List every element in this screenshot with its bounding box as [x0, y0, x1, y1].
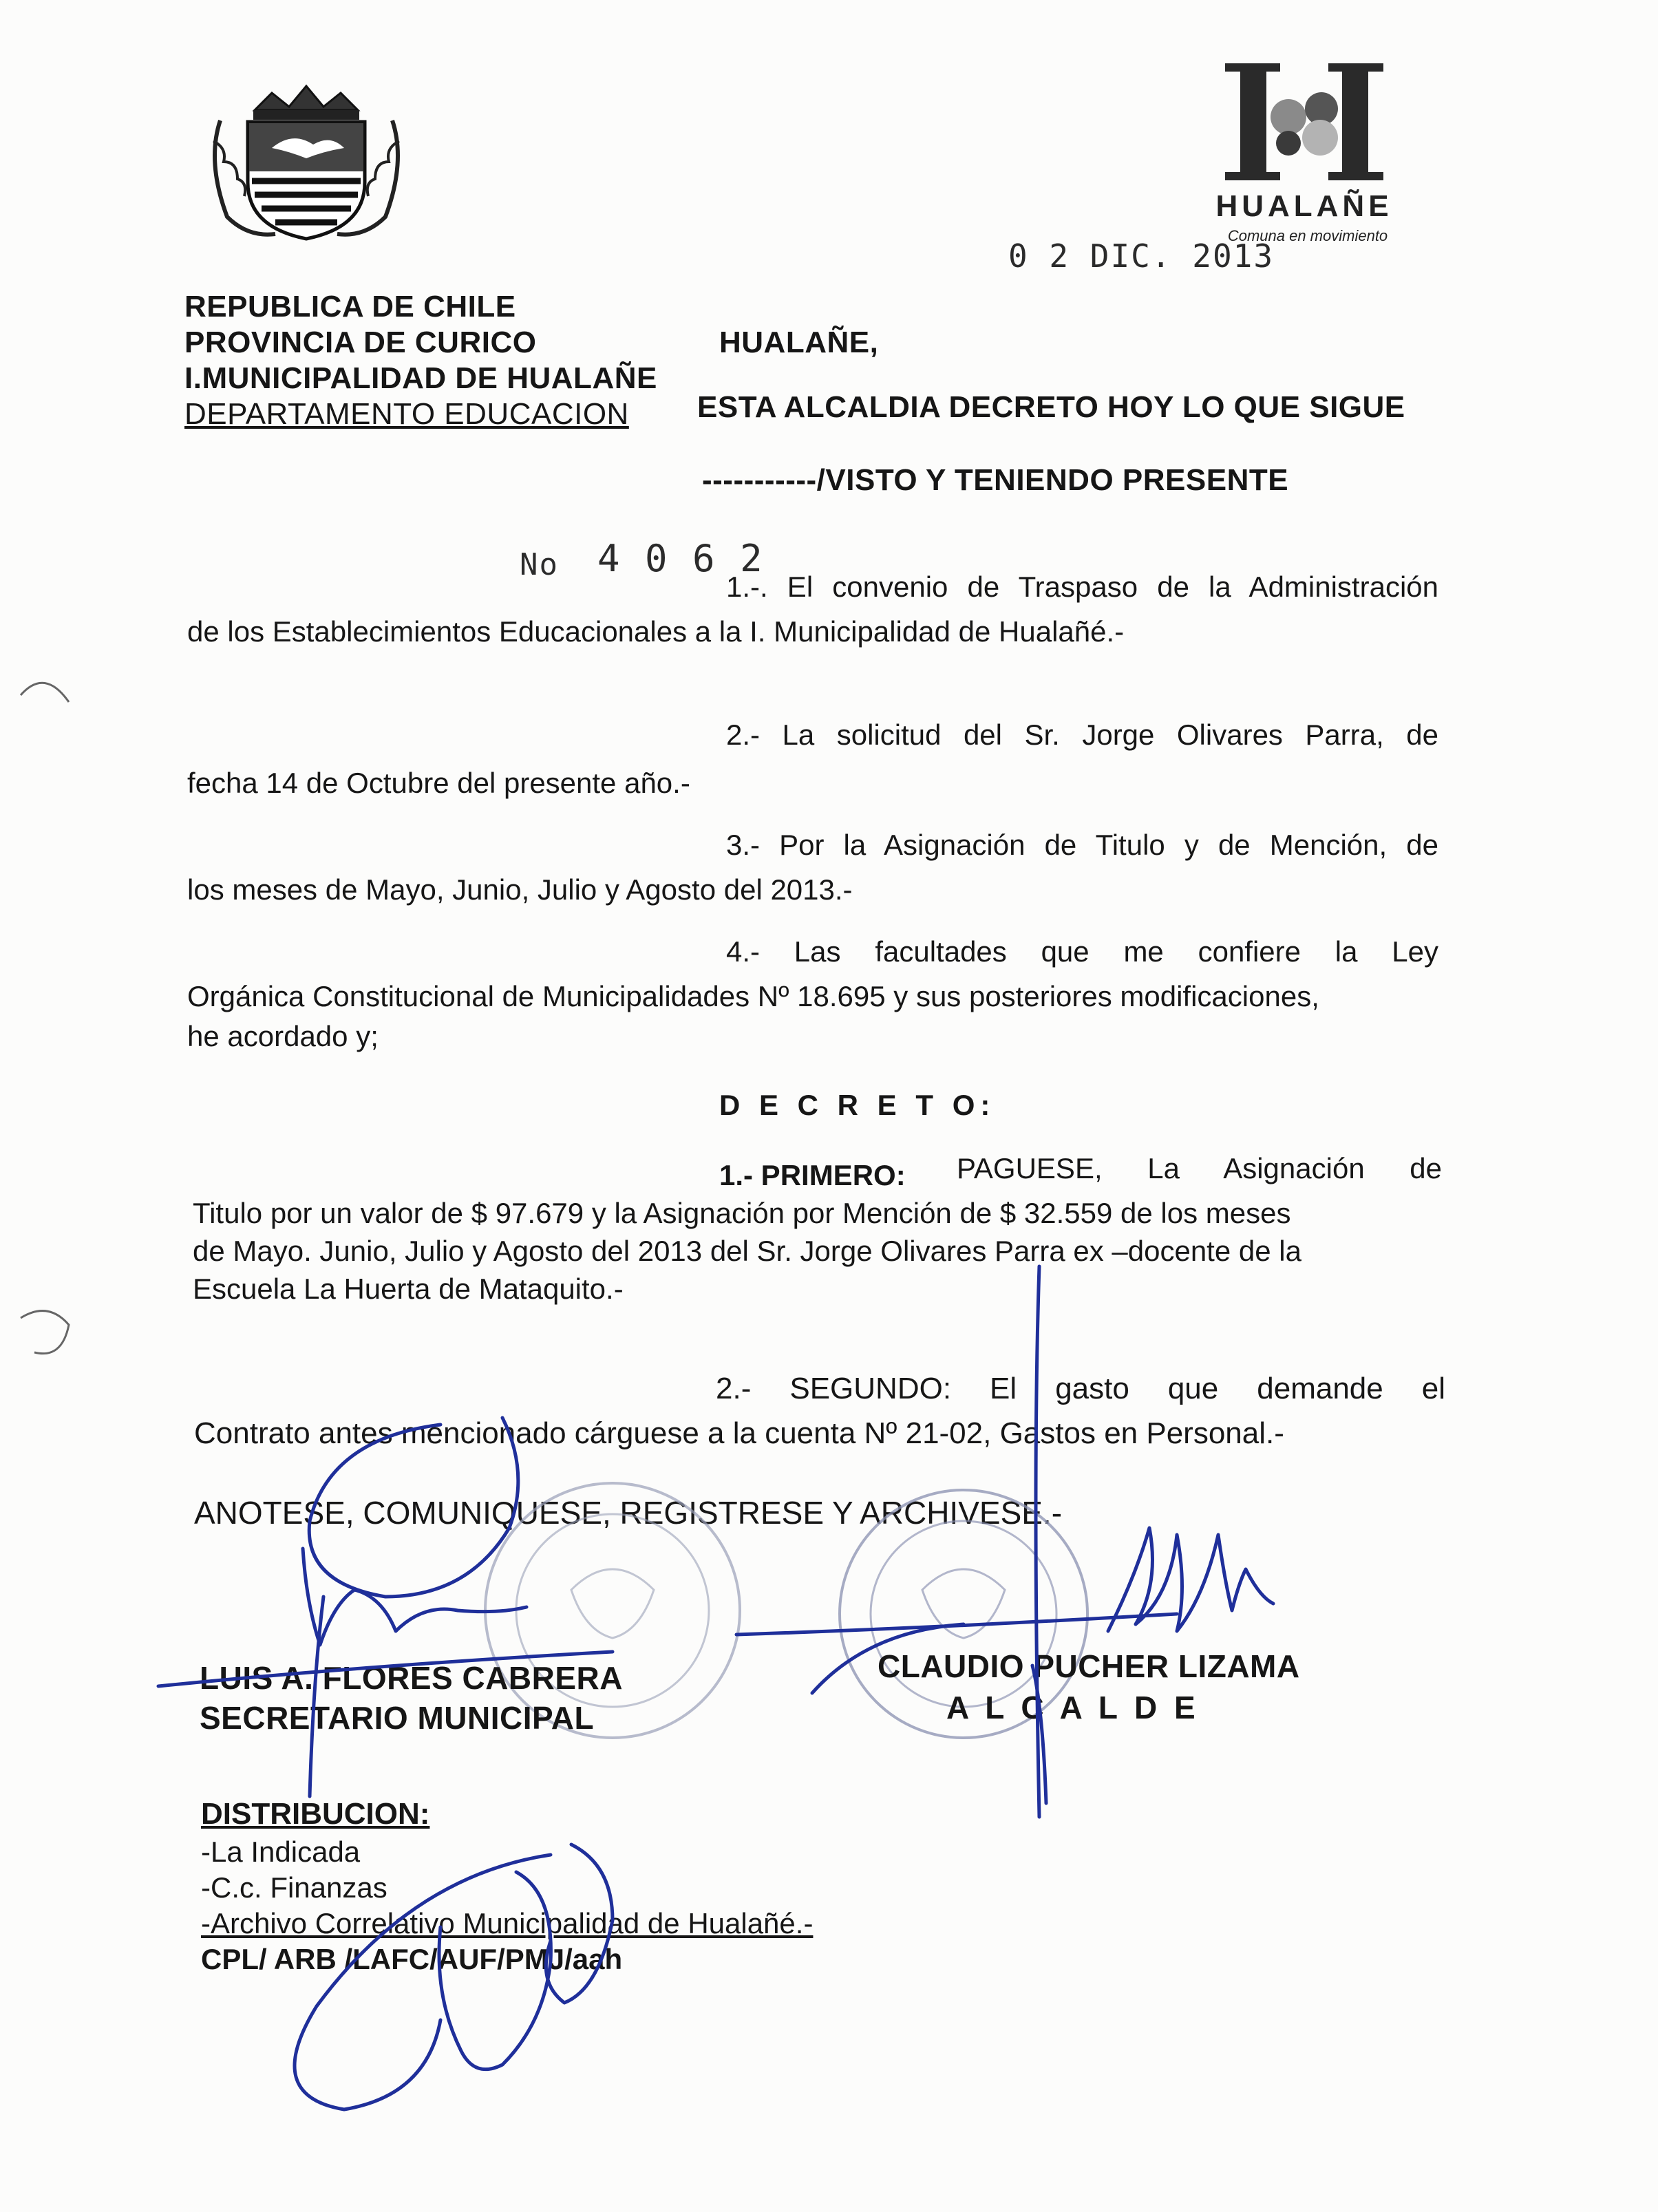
logo-tagline: Comuna en movimiento	[1227, 227, 1388, 244]
primero-line-4: Escuela La Huerta de Mataquito.-	[193, 1273, 624, 1305]
header-municipalidad: I.MUNICIPALIDAD DE HUALAÑE	[184, 361, 657, 395]
consideration-4-cont: Orgánica Constitucional de Municipalidades Nº 18.695 y sus posteriores modificaciones,	[187, 980, 1319, 1012]
header-provincia: PROVINCIA DE CURICO	[184, 326, 537, 359]
secretary-name: LUIS A. FLORES CABRERA	[200, 1660, 623, 1696]
consideration-3-first: 3.- Por la Asignación de Titulo y de Mención, de	[726, 829, 1438, 861]
distribution-heading: DISTRIBUCION:	[201, 1797, 430, 1831]
decree-intro: ESTA ALCALDIA DECRETO HOY LO QUE SIGUE	[697, 390, 1405, 424]
primero-label: 1.- PRIMERO:	[719, 1159, 906, 1191]
consideration-2-cont: fecha 14 de Octubre del presente año.-	[187, 767, 690, 799]
consideration-4-cont2: he acordado y;	[187, 1020, 379, 1052]
distribution-item-2: -C.c. Finanzas	[201, 1871, 387, 1904]
segundo-cont: Contrato antes mencionado cárguese a la cuenta Nº 21-02, Gastos en Personal.-	[194, 1416, 1284, 1450]
consideration-1-first: 1.-. El convenio de Traspaso de la Administración	[726, 571, 1438, 603]
primero-first: PAGUESE, La Asignación de	[957, 1152, 1442, 1184]
place: HUALAÑE,	[719, 326, 879, 359]
primero-line-2: Titulo por un valor de $ 97.679 y la Asignación por Mención de $ 32.559 de los meses	[193, 1197, 1291, 1229]
logo-name: HUALAÑE	[1215, 189, 1393, 223]
mayor-title: A L C A L D E	[946, 1690, 1200, 1725]
decree-number: 4 0 6 2	[597, 537, 764, 580]
closing-formula: ANOTESE, COMUNIQUESE, REGISTRESE Y ARCHIVESE.-	[194, 1495, 1063, 1531]
header-republica: REPUBLICA DE CHILE	[184, 290, 516, 323]
distribution-initials: CPL/ ARB /LAFC/AUF/PMJ/aah	[201, 1943, 623, 1975]
consideration-2-first: 2.- La solicitud del Sr. Jorge Olivares Parra, de	[726, 719, 1438, 751]
mayor-name: CLAUDIO PUCHER LIZAMA	[878, 1648, 1300, 1684]
date-stamp: 0 2 DIC. 2013	[1008, 237, 1275, 275]
decreto-heading: D E C R E T O:	[719, 1089, 996, 1121]
secretary-title: SECRETARIO MUNICIPAL	[200, 1700, 595, 1736]
segundo-first: 2.- SEGUNDO: El gasto que demande el	[716, 1372, 1445, 1405]
primero-line-3: de Mayo. Junio, Julio y Agosto del 2013 del Sr. Jorge Olivares Parra ex –docente de la	[193, 1235, 1301, 1267]
decree-number-prefix: No	[520, 547, 559, 582]
distribution-item-1: -La Indicada	[201, 1836, 361, 1868]
visto-heading: -----------/VISTO Y TENIENDO PRESENTE	[702, 463, 1289, 497]
distribution-item-3: -Archivo Correlativo Municipalidad de Hualañé.-	[201, 1907, 814, 1939]
header-departamento: DEPARTAMENTO EDUCACION	[184, 397, 629, 431]
consideration-3-cont: los meses de Mayo, Junio, Julio y Agosto del 2013.-	[187, 873, 853, 906]
consideration-4-first: 4.- Las facultades que me confiere la Ley	[726, 935, 1438, 968]
consideration-1-cont: de los Establecimientos Educacionales a la I. Municipalidad de Hualañé.-	[187, 615, 1125, 648]
